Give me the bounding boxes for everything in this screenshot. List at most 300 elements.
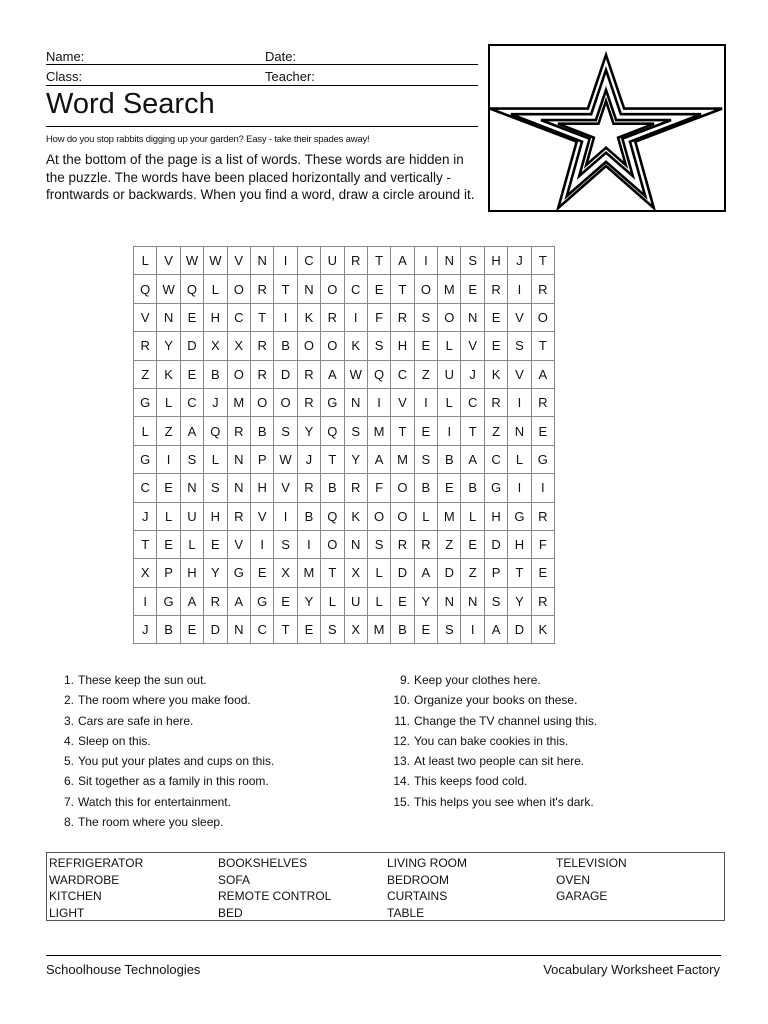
clue-number: 11. xyxy=(394,713,410,728)
grid-cell: T xyxy=(531,247,554,275)
grid-cell: K xyxy=(344,502,367,530)
grid-cell: R xyxy=(321,303,344,331)
clue-number: 7. xyxy=(63,794,74,809)
grid-cell: E xyxy=(438,474,461,502)
grid-cell: C xyxy=(461,388,484,416)
word-bank-item: TELEVISION xyxy=(556,856,627,870)
grid-cell: L xyxy=(461,502,484,530)
grid-cell: B xyxy=(391,616,414,644)
grid-cell: I xyxy=(274,247,297,275)
footer-rule xyxy=(46,955,721,956)
grid-row xyxy=(134,587,555,615)
grid-cell: H xyxy=(484,502,507,530)
grid-cell: R xyxy=(484,388,507,416)
grid-cell: N xyxy=(227,616,250,644)
grid-cell: J xyxy=(134,616,157,644)
grid-cell: Y xyxy=(297,417,320,445)
grid-cell: V xyxy=(227,530,250,558)
joke-text: How do you stop rabbits digging up your garden? Easy - take their spades away! xyxy=(46,134,370,145)
grid-cell: S xyxy=(508,332,531,360)
grid-cell: H xyxy=(180,559,203,587)
grid-cell: T xyxy=(391,417,414,445)
grid-cell: S xyxy=(367,332,390,360)
word-bank-item: LIGHT xyxy=(49,905,85,920)
clue-text: Keep your clothes here. xyxy=(414,673,541,687)
word-bank-column xyxy=(49,855,143,921)
grid-cell: A xyxy=(180,587,203,615)
grid-cell: B xyxy=(321,474,344,502)
grid-cell: A xyxy=(414,559,437,587)
grid-cell: K xyxy=(344,332,367,360)
grid-cell: I xyxy=(344,303,367,331)
grid-row xyxy=(134,275,555,303)
grid-cell: Q xyxy=(321,502,344,530)
clue-text: Cars are safe in here. xyxy=(78,713,194,728)
grid-cell: N xyxy=(344,388,367,416)
clue-item xyxy=(384,670,597,690)
grid-cell: L xyxy=(367,559,390,587)
grid-cell: T xyxy=(250,303,273,331)
grid-cell: L xyxy=(134,417,157,445)
grid-cell: Y xyxy=(344,445,367,473)
grid-cell: X xyxy=(204,332,227,360)
grid-cell: O xyxy=(391,474,414,502)
grid-row xyxy=(134,303,555,331)
grid-cell: H xyxy=(250,474,273,502)
word-bank-item: OVEN xyxy=(556,872,591,887)
grid-cell: G xyxy=(484,474,507,502)
grid-cell: N xyxy=(250,247,273,275)
grid-row xyxy=(134,417,555,445)
grid-row xyxy=(134,559,555,587)
clue-item xyxy=(384,771,597,791)
grid-cell: L xyxy=(157,388,180,416)
grid-cell: Z xyxy=(414,360,437,388)
word-bank-item: REFRIGERATOR xyxy=(49,856,144,870)
grid-cell: I xyxy=(531,474,554,502)
grid-row xyxy=(134,445,555,473)
grid-cell: P xyxy=(250,445,273,473)
grid-cell: B xyxy=(250,417,273,445)
grid-cell: H xyxy=(391,332,414,360)
header-rule-1 xyxy=(46,64,478,65)
word-bank-item: KITCHEN xyxy=(49,889,102,903)
grid-cell: R xyxy=(531,587,554,615)
grid-cell: O xyxy=(297,332,320,360)
grid-cell: N xyxy=(344,530,367,558)
grid-cell: E xyxy=(180,616,203,644)
footer-left: Schoolhouse Technologies xyxy=(46,962,201,977)
grid-cell: E xyxy=(157,530,180,558)
grid-cell: T xyxy=(367,247,390,275)
grid-cell: D xyxy=(508,616,531,644)
grid-cell: R xyxy=(391,530,414,558)
grid-cell: A xyxy=(531,360,554,388)
grid-cell: T xyxy=(321,445,344,473)
grid-cell: O xyxy=(531,303,554,331)
grid-cell: V xyxy=(508,303,531,331)
clue-item xyxy=(50,731,274,751)
grid-cell: E xyxy=(157,474,180,502)
grid-cell: I xyxy=(157,445,180,473)
grid-cell: E xyxy=(391,587,414,615)
clue-number: 14. xyxy=(393,774,410,789)
grid-cell: L xyxy=(367,587,390,615)
grid-cell: E xyxy=(274,587,297,615)
grid-cell: X xyxy=(227,332,250,360)
word-bank-item: REMOTE CONTROL xyxy=(218,889,332,903)
grid-cell: Q xyxy=(321,417,344,445)
grid-cell: S xyxy=(344,417,367,445)
grid-cell: O xyxy=(321,332,344,360)
grid-cell: E xyxy=(180,360,203,388)
clue-item xyxy=(384,751,597,771)
word-bank-item: CURTAINS xyxy=(387,889,448,903)
grid-cell: U xyxy=(344,587,367,615)
grid-cell: H xyxy=(508,530,531,558)
grid-cell: A xyxy=(227,587,250,615)
grid-cell: S xyxy=(204,474,227,502)
grid-cell: I xyxy=(508,474,531,502)
grid-cell: G xyxy=(531,445,554,473)
word-bank-item: BEDROOM xyxy=(387,872,450,887)
grid-cell: N xyxy=(297,275,320,303)
grid-cell: R xyxy=(297,474,320,502)
grid-cell: X xyxy=(344,559,367,587)
grid-cell: M xyxy=(367,616,390,644)
grid-cell: N xyxy=(227,445,250,473)
grid-cell: L xyxy=(180,530,203,558)
grid-row xyxy=(134,474,555,502)
word-bank-column xyxy=(218,855,331,921)
clue-number: 13. xyxy=(393,754,410,769)
clue-number: 12. xyxy=(393,733,410,748)
grid-cell: A xyxy=(321,360,344,388)
word-bank-column xyxy=(387,855,467,921)
grid-cell: L xyxy=(438,332,461,360)
grid-cell: Z xyxy=(438,530,461,558)
grid-cell: W xyxy=(274,445,297,473)
grid-cell: R xyxy=(227,502,250,530)
grid-cell: V xyxy=(227,247,250,275)
grid-cell: L xyxy=(157,502,180,530)
grid-cell: M xyxy=(391,445,414,473)
grid-cell: O xyxy=(250,388,273,416)
grid-cell: C xyxy=(344,275,367,303)
grid-cell: E xyxy=(250,559,273,587)
grid-cell: D xyxy=(391,559,414,587)
grid-cell: T xyxy=(134,530,157,558)
grid-cell: R xyxy=(391,303,414,331)
grid-cell: T xyxy=(531,332,554,360)
grid-cell: S xyxy=(461,247,484,275)
grid-cell: D xyxy=(204,616,227,644)
grid-cell: R xyxy=(250,275,273,303)
grid-cell: S xyxy=(484,587,507,615)
clue-text: You can bake cookies in this. xyxy=(414,733,569,748)
grid-cell: T xyxy=(274,275,297,303)
grid-cell: L xyxy=(204,445,227,473)
grid-cell: R xyxy=(134,332,157,360)
grid-cell: X xyxy=(344,616,367,644)
grid-cell: T xyxy=(391,275,414,303)
clue-text: Sleep on this. xyxy=(78,733,151,748)
word-bank-item: LIVING ROOM xyxy=(387,856,468,870)
grid-cell: I xyxy=(274,303,297,331)
grid-row xyxy=(134,388,555,416)
grid-cell: Q xyxy=(180,275,203,303)
clue-text: These keep the sun out. xyxy=(78,673,207,687)
clue-number: 10. xyxy=(393,693,410,708)
word-bank-item: BED xyxy=(218,905,243,920)
grid-cell: Y xyxy=(204,559,227,587)
clue-item xyxy=(50,711,274,731)
clue-number: 6. xyxy=(63,774,74,789)
grid-cell: A xyxy=(484,616,507,644)
grid-cell: E xyxy=(531,417,554,445)
grid-cell: O xyxy=(414,275,437,303)
grid-cell: A xyxy=(180,417,203,445)
grid-cell: H xyxy=(204,502,227,530)
grid-cell: K xyxy=(531,616,554,644)
grid-cell: U xyxy=(438,360,461,388)
grid-cell: X xyxy=(274,559,297,587)
grid-cell: V xyxy=(461,332,484,360)
grid-cell: V xyxy=(250,502,273,530)
clue-number: 15. xyxy=(393,794,410,809)
grid-cell: L xyxy=(204,275,227,303)
grid-cell: H xyxy=(484,247,507,275)
grid-cell: O xyxy=(438,303,461,331)
name-label: Name: xyxy=(46,49,85,64)
grid-cell: B xyxy=(414,474,437,502)
grid-cell: J xyxy=(204,388,227,416)
grid-cell: B xyxy=(274,332,297,360)
grid-cell: S xyxy=(180,445,203,473)
grid-cell: K xyxy=(157,360,180,388)
grid-cell: R xyxy=(484,275,507,303)
grid-cell: E xyxy=(484,332,507,360)
clue-number: 5. xyxy=(63,754,74,769)
grid-cell: R xyxy=(250,360,273,388)
grid-cell: J xyxy=(297,445,320,473)
grid-cell: D xyxy=(180,332,203,360)
grid-cell: Y xyxy=(414,587,437,615)
clue-text: This keeps food cold. xyxy=(414,774,528,789)
grid-cell: U xyxy=(321,247,344,275)
grid-cell: S xyxy=(321,616,344,644)
clue-item xyxy=(50,690,274,710)
grid-cell: P xyxy=(157,559,180,587)
grid-cell: C xyxy=(391,360,414,388)
grid-cell: M xyxy=(438,502,461,530)
grid-cell: R xyxy=(531,502,554,530)
grid-cell: E xyxy=(484,303,507,331)
clue-number: 2. xyxy=(63,693,74,708)
word-bank-item: SOFA xyxy=(218,872,251,887)
header-rule-2 xyxy=(46,85,478,86)
grid-cell: R xyxy=(344,247,367,275)
grid-cell: W xyxy=(157,275,180,303)
grid-cell: H xyxy=(204,303,227,331)
grid-cell: N xyxy=(180,474,203,502)
grid-cell: W xyxy=(344,360,367,388)
grid-cell: N xyxy=(461,303,484,331)
clue-text: Organize your books on these. xyxy=(414,693,578,708)
grid-cell: G xyxy=(134,445,157,473)
word-bank-column xyxy=(556,855,627,905)
grid-cell: Z xyxy=(461,559,484,587)
grid-cell: E xyxy=(461,530,484,558)
grid-cell: G xyxy=(321,388,344,416)
grid-cell: O xyxy=(274,388,297,416)
grid-cell: G xyxy=(134,388,157,416)
grid-cell: T xyxy=(274,616,297,644)
grid-cell: C xyxy=(250,616,273,644)
grid-cell: I xyxy=(414,247,437,275)
clue-number: 3. xyxy=(63,713,74,728)
grid-cell: R xyxy=(297,360,320,388)
grid-cell: E xyxy=(414,616,437,644)
grid-cell: Q xyxy=(134,275,157,303)
grid-cell: E xyxy=(414,417,437,445)
grid-cell: C xyxy=(134,474,157,502)
grid-row xyxy=(134,332,555,360)
grid-cell: M xyxy=(438,275,461,303)
grid-cell: E xyxy=(414,332,437,360)
clue-number: 1. xyxy=(63,673,74,687)
grid-cell: F xyxy=(531,530,554,558)
grid-cell: T xyxy=(321,559,344,587)
grid-cell: F xyxy=(367,474,390,502)
grid-row xyxy=(134,530,555,558)
word-search-grid xyxy=(133,246,555,644)
grid-cell: A xyxy=(391,247,414,275)
grid-cell: V xyxy=(274,474,297,502)
grid-cell: E xyxy=(367,275,390,303)
grid-cell: Q xyxy=(204,417,227,445)
word-bank-item: WARDROBE xyxy=(49,872,120,887)
grid-cell: S xyxy=(274,417,297,445)
grid-cell: R xyxy=(414,530,437,558)
grid-cell: V xyxy=(157,247,180,275)
grid-cell: I xyxy=(461,616,484,644)
grid-cell: Y xyxy=(157,332,180,360)
grid-cell: X xyxy=(134,559,157,587)
clue-item xyxy=(50,751,274,771)
grid-cell: C xyxy=(484,445,507,473)
grid-cell: B xyxy=(297,502,320,530)
clue-text: Change the TV channel using this. xyxy=(414,713,598,728)
grid-cell: E xyxy=(204,530,227,558)
grid-cell: M xyxy=(297,559,320,587)
grid-cell: N xyxy=(438,587,461,615)
grid-cell: R xyxy=(531,275,554,303)
grid-cell: E xyxy=(180,303,203,331)
grid-cell: I xyxy=(274,502,297,530)
clue-number: 8. xyxy=(63,815,74,830)
clue-number: 4. xyxy=(63,733,74,748)
grid-cell: B xyxy=(204,360,227,388)
clue-item xyxy=(384,711,597,731)
grid-cell: J xyxy=(508,247,531,275)
grid-cell: A xyxy=(367,445,390,473)
word-bank xyxy=(46,852,725,921)
grid-cell: D xyxy=(484,530,507,558)
grid-cell: I xyxy=(134,587,157,615)
grid-cell: O xyxy=(227,360,250,388)
grid-cell: I xyxy=(250,530,273,558)
grid-cell: Z xyxy=(484,417,507,445)
footer-right: Vocabulary Worksheet Factory xyxy=(543,962,720,977)
clue-list-left xyxy=(50,670,274,832)
grid-cell: S xyxy=(438,616,461,644)
clue-item xyxy=(50,670,274,690)
grid-cell: O xyxy=(227,275,250,303)
grid-cell: S xyxy=(414,445,437,473)
star-image-frame xyxy=(488,44,726,212)
grid-cell: S xyxy=(414,303,437,331)
grid-cell: Y xyxy=(508,587,531,615)
grid-cell: C xyxy=(297,247,320,275)
grid-cell: E xyxy=(297,616,320,644)
grid-cell: I xyxy=(367,388,390,416)
grid-cell: I xyxy=(508,275,531,303)
grid-cell: Z xyxy=(157,417,180,445)
grid-cell: E xyxy=(531,559,554,587)
grid-cell: S xyxy=(367,530,390,558)
clue-text: This helps you see when it's dark. xyxy=(414,794,594,809)
clue-item xyxy=(50,771,274,791)
grid-cell: F xyxy=(367,303,390,331)
grid-cell: T xyxy=(508,559,531,587)
grid-cell: B xyxy=(461,474,484,502)
grid-cell: A xyxy=(461,445,484,473)
grid-cell: V xyxy=(391,388,414,416)
grid-cell: O xyxy=(321,530,344,558)
grid-cell: N xyxy=(438,247,461,275)
grid-cell: Y xyxy=(297,587,320,615)
grid-cell: B xyxy=(438,445,461,473)
clue-item xyxy=(50,812,274,832)
grid-cell: P xyxy=(484,559,507,587)
page-title: Word Search xyxy=(46,88,215,120)
grid-cell: R xyxy=(227,417,250,445)
grid-row xyxy=(134,616,555,644)
class-label: Class: xyxy=(46,69,83,84)
star-icon xyxy=(490,46,724,210)
header-rule-3 xyxy=(46,126,478,127)
grid-cell: N xyxy=(157,303,180,331)
clue-text: The room where you make food. xyxy=(78,693,251,708)
teacher-label: Teacher: xyxy=(265,69,315,84)
grid-cell: W xyxy=(180,247,203,275)
grid-cell: N xyxy=(508,417,531,445)
grid-cell: I xyxy=(438,417,461,445)
grid-cell: J xyxy=(134,502,157,530)
grid-cell: C xyxy=(227,303,250,331)
grid-cell: T xyxy=(461,417,484,445)
clue-item xyxy=(384,731,597,751)
grid-cell: N xyxy=(227,474,250,502)
grid-cell: R xyxy=(250,332,273,360)
grid-cell: I xyxy=(297,530,320,558)
grid-cell: D xyxy=(274,360,297,388)
grid-cell: V xyxy=(508,360,531,388)
grid-cell: K xyxy=(297,303,320,331)
grid-cell: Q xyxy=(367,360,390,388)
clue-text: You put your plates and cups on this. xyxy=(78,754,275,769)
